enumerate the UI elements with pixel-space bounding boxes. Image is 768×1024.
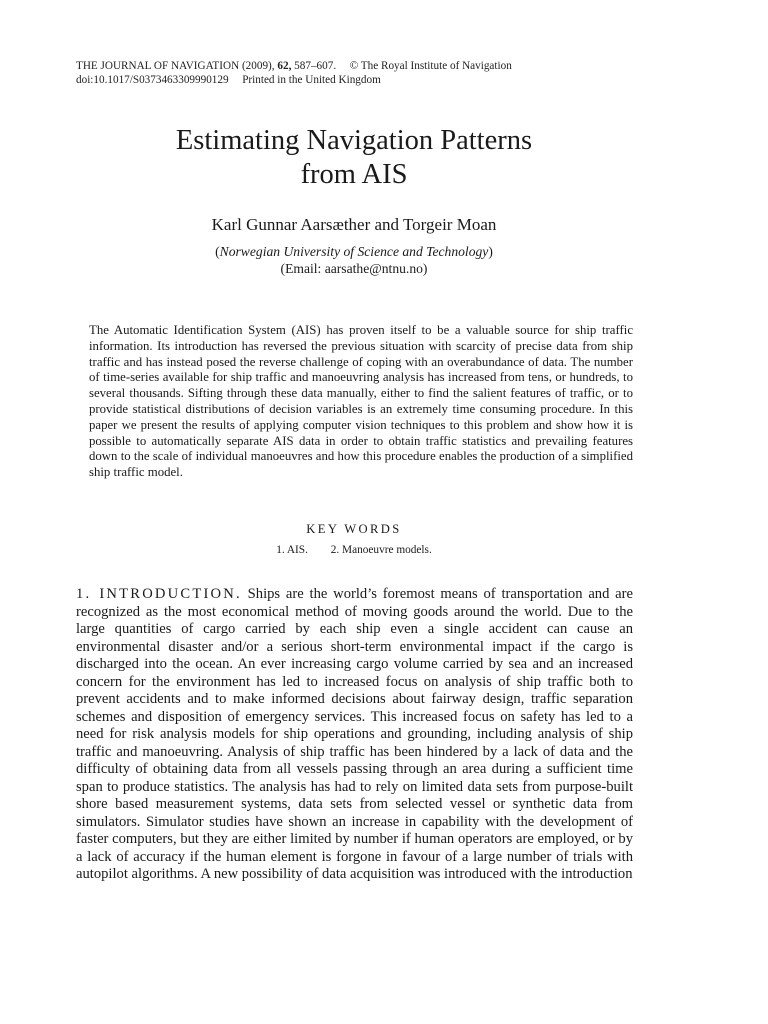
introduction-heading: 1. INTRODUCTION. <box>76 586 242 602</box>
abstract-text: The Automatic Identification System (AIS) has proven itself to be a valuable source for ship traffic information. Its introduction has reversed the previous situation with scarcity of precise data from ship traffic and has instead posed the reverse challenge of coping with an overabundance of data. The number of time-series available for ship traffic and manoeuvring analysis has increased from tens, or hundreds, to several thousands. Sifting through these data manually, either to find the salient features of traffic, or to provide statistical distributions of decision variables is an extremely time consuming procedure. In this paper we present the results of applying computer vision techniques to this problem and show how it is possible to automatically separate AIS data in order to obtain traffic statistics and prevailing features down to the scale of individual manoeuvres and how this procedure enables the production of a simplified ship traffic model. <box>89 323 633 480</box>
introduction-section <box>76 586 633 884</box>
keywords-heading: KEY WORDS <box>306 522 402 536</box>
paper-authors: Karl Gunnar Aarsæther and Torgeir Moan <box>211 215 497 234</box>
journal-name: THE JOURNAL OF NAVIGATION (2009), <box>76 60 275 72</box>
journal-volume: 62, <box>277 60 292 72</box>
paper-title-line-2: from AIS <box>300 159 408 190</box>
paper-title-line-1: Estimating Navigation Patterns <box>175 125 533 156</box>
author-affiliation <box>0 243 708 277</box>
printed-notice: Printed in the United Kingdom <box>242 74 381 86</box>
journal-citation-line <box>76 59 676 73</box>
keyword-item: 2. Manoeuvre models. <box>330 544 432 556</box>
keyword-item: 1. AIS. <box>276 544 308 556</box>
affiliation-institution: Norwegian University of Science and Technology <box>219 244 489 259</box>
journal-copyright: © The Royal Institute of Navigation <box>349 60 512 72</box>
author-email: (Email: aarsathe@ntnu.no) <box>280 261 428 276</box>
journal-pages: 587–607. <box>294 60 337 72</box>
keywords-list <box>0 543 708 558</box>
paper-title <box>0 124 708 192</box>
doi: doi:10.1017/S0373463309990129 <box>76 74 229 86</box>
introduction-body: Ships are the world’s foremost means of transportation and are recognized as the most economical method of moving goods around the world. Due to the large quantities of cargo carried by each ship even a single accident can cause an environmental disaster and/or a serious short-term environmental impact if the cargo is discharged into the ocean. An ever increasing cargo volume carried by sea and an increased concern for the environment has led to increased focus on analysis of ship traffic both to prevent accidents and to make informed decisions about fairway design, traffic separation schemes and disposition of emergency services. This increased focus on safety has led to a need for risk analysis models for ship operations and grounding, including analysis of ship traffic and manoeuvring. Analysis of ship traffic has been hindered by a lack of data and the difficulty of obtaining data from all vessels passing through an area during a sufficient time span to produce statistics. The analysis has had to rely on limited data sets from purpose-built shore based measurement systems, data sets from selected vessel or synthetic data from simulators. Simulator studies have shown an increase in capability with the development of faster computers, but they are either limited by number if human operators are employed, or by a lack of accuracy if the human element is forgone in favour of a large number of trials with autopilot algorithms. A new possibility of data acquisition was introduced with the introduction <box>76 586 634 882</box>
affiliation-institution-line: (Norwegian University of Science and Technology) <box>215 244 493 259</box>
journal-doi-line <box>76 73 676 87</box>
journal-header <box>76 59 676 87</box>
